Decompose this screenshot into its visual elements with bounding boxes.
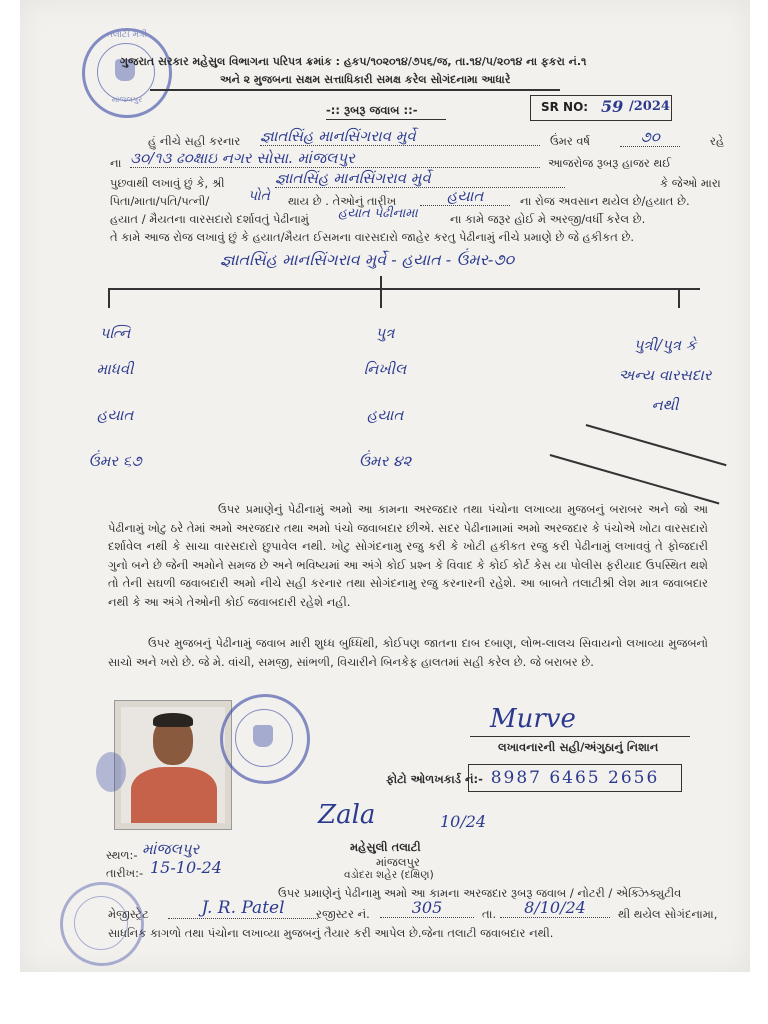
son-relation: પુત્ર	[375, 324, 395, 342]
relation-value: પોતે	[248, 188, 270, 204]
son-status: હયાત	[366, 406, 404, 424]
talati-signature: Zala	[318, 800, 376, 830]
talati-stamp-middle	[220, 694, 310, 784]
tree-root: જ્ઞાતસિંહ માનસિંગરાવ મુર્વે - હયાત - ઉંમર-૭૦	[220, 250, 515, 269]
other-relation: પુત્રી/પુત્ર કે	[633, 336, 697, 354]
sr-number: 59	[601, 97, 624, 116]
age-value: ૭૦	[620, 128, 680, 147]
stamp-sub-text: માંજલપુર	[111, 95, 143, 104]
tree-branch-2	[380, 288, 382, 308]
footer-line-1: ઉપર પ્રમાણેનું પેઢીનામુ અમો આ કામના અરજદાર રૂબરૂ જવાબ / નોટરી / એક્ઝિક્યુટીવ	[278, 886, 682, 900]
declaration-paragraph-2: ઉપર મુજબનું પેઢીનામું જવાબ મારી શુધ્ધ બુધ્ધિથી, કોઈપણ જાતના દાબ દબાણ, લોભ-લાલચ સિવાયનો લખાવ્યા મુજબનો સાચો અને ખરો છે. જે મે. વાંચી, સમજી, સાંભળી, વિચારીને બિનકેફ હાલતમાં સહી કરેલ છે. જે બરાબર છે.	[108, 636, 708, 669]
footer-register-number: 305	[380, 898, 474, 918]
talati-village: માંજલપુર	[376, 855, 420, 869]
other-heirs: અન્ય વારસદાર	[618, 366, 712, 384]
rahe-text: રહે	[710, 134, 725, 148]
line3-end: કે જેઓ મારા	[660, 176, 721, 190]
declaration-paragraph-1: ઉપર પ્રમાણેનું પેઢીનામું અમો આ કામના અરજદાર તથા પંચોના લખાવ્યા મુજબનું બરાબર અને જો આ પેઢીનામું ખોટુ ઠરે તેમાં અમો અરજદાર તથા અમો પંચો જવાબદાર છીએ. સદર પેઢીનામામાં અમો અરજદાર કે પંચોએ ખોટા વારસદારો દર્શાવેલ નથી કે સાચા વારસદારો છુપાવેલ નથી. ખોટુ સોગંદનામુ રજુ કરી કે ખોટી હકીકત રજુ કરી પેઢીનામું લખાવવું તે ફોજદારી ગુનો બને છે જેની અમોને સમજ છે અને ભવિષ્યમાં આ અંગે કોઈ પ્રશ્ન કે વિવાદ કે કોઈ કોર્ટ કેસ યા પોલીસ ફરીયાદ ઉપસ્થિત થશે તો તેની સઘળી જવાબદારી અમો નીચે સહી કરનાર તથા સોગંદનામુ રજુ કરનારની રહેશે. આ બાબતે તલાટીશ્રી લેશ માત્ર જવાબદાર નથી કે આ અંગે તેઓની કોઈ જવાબદારી રહેશે નહી.	[108, 502, 708, 609]
applicant-photo	[114, 700, 232, 830]
talati-stamp-top	[82, 28, 172, 118]
footer-magistrate-label: મેજીસ્ટ્રેટ	[108, 907, 149, 921]
place-label: સ્થળ:-	[106, 848, 138, 862]
photo-hair	[153, 713, 193, 727]
talati-district: વડોદરા શહેર (દક્ષિણ)	[344, 869, 434, 881]
intro-text: હું નીચે સહી કરનાર	[148, 134, 241, 148]
today-text: આજરોજ રૂબરૂ હાજર થઈ	[548, 156, 672, 170]
line4-end: ના રોજ અવસાન થયેલ છે/હયાત છે.	[520, 194, 690, 208]
date-value: 15-10-24	[150, 858, 222, 877]
line3-start: પુછવાથી લખાવું છું કે, શ્રી	[110, 176, 225, 190]
son-name: નિખીલ	[363, 360, 407, 378]
line5-end: ના કામે જરૂર હોઈ મે અરજી/વર્ધી કરેલ છે.	[450, 212, 646, 226]
talati-sign-date: 10/24	[440, 812, 487, 831]
wife-status: હયાત	[96, 406, 134, 424]
photo-shirt	[131, 767, 217, 823]
deceased-name: જ્ઞાતસિંહ માનસિંગરાવ મુર્વે	[275, 169, 565, 188]
declarant-signature: Murve	[490, 704, 576, 734]
wife-name: માધવી	[96, 360, 134, 378]
page-subtitle: -:: રૂબરૂ જવાબ ::-	[326, 103, 418, 117]
tree-col-son	[330, 318, 440, 476]
subtitle-underline	[326, 119, 446, 120]
tree-horizontal-line	[108, 288, 700, 290]
footer-line-3: સાધનિક કાગળો તથા પંચોના લખાવ્યા મુજબનું તૈયાર કરી આપેલ છે.જેના તલાટી જવાબદાર નથી.	[108, 926, 554, 940]
line4-start: પિતા/માતા/પતિ/પત્ની/	[110, 194, 210, 208]
photo-id-label: ફોટો ઓળખકાર્ડ નં:-	[386, 772, 483, 786]
line6: તે કામે આજ રોજ લખાવું છું કે હયાત/મૈયત ઈસમના વારસદારો જાહેર કરતુ પેઢીનામું નીચે પ્રમાણે છે જે હકીકત છે.	[110, 230, 635, 244]
footer-date-value: 8/10/24	[500, 898, 610, 918]
tree-col-wife	[60, 318, 170, 476]
tree-col-other	[590, 330, 740, 420]
strike-line-1	[586, 424, 727, 466]
thumbprint-mark	[96, 752, 126, 792]
signature-label: લખાવનારની સહી/અંગુઠાનું નિશાન	[498, 740, 659, 754]
line4-mid: થાય છે . તેઓનું તારીખ	[288, 194, 397, 208]
age-label: ઉંમર વર્ષ	[550, 134, 591, 148]
purpose-value: હયાત પેઢીનામા	[338, 206, 418, 221]
footer-magistrate-name: J. R. Patel	[168, 898, 318, 919]
date-label: તારીખ:-	[106, 866, 144, 880]
tree-branch-1	[108, 288, 110, 308]
tree-root-stem	[380, 276, 382, 288]
header-divider	[150, 89, 560, 91]
stamp-ring-text: તલાટી મંત્રી	[106, 30, 148, 40]
footer-line-2-end: થી થયેલ સોગંદનામા,	[618, 907, 718, 921]
wife-relation: પત્નિ	[99, 324, 131, 342]
sr-number-box	[530, 95, 672, 121]
talati-stamp-bottom	[60, 882, 144, 966]
sr-year: /2024	[629, 99, 670, 114]
na-text: ના	[110, 156, 122, 170]
photo-id-number: 8987 6465 2656	[468, 764, 682, 792]
son-age: ઉંમર ૪૨	[358, 452, 412, 470]
header-line-2: અને ૨ મુજબના સક્ષમ સત્તાધિકારી સમક્ષ કરેલ સોગંદનામા આધારે	[220, 73, 511, 86]
place-value: માંજલપુર	[142, 840, 200, 858]
strike-line-2	[550, 454, 720, 504]
document-page	[20, 0, 750, 972]
status-value: હયાત	[420, 187, 510, 206]
other-none: નથી	[651, 396, 679, 414]
header-line-1: ગુજરાત સરકાર મહેસુલ વિભાગના પરિપત્ર ક્રમાંક : હકપ/૧૦૨૦૧૪/૭૫૬/જ, તા.૧૪/૫/૨૦૧૪ ના ફકરા નં.૧	[120, 55, 587, 68]
line5-start: હયાત / મૈયતના વારસદારો દર્શાવતું પેઢીનામું	[110, 212, 309, 226]
declarant-name: જ્ઞાતસિંહ માનસિંગરાવ મુર્વે	[260, 127, 540, 146]
talati-designation: મહેસુલી તલાટી	[350, 840, 421, 854]
stamp-emblem-icon	[253, 725, 273, 747]
tree-branch-3	[678, 288, 680, 308]
signature-line	[470, 736, 690, 737]
footer-register-label: રજીસ્ટર નં.	[316, 907, 370, 921]
address-value: ૩૦/૧૩ ઢ૦ક્ષાઇ નગર સોસા. માંજલપુર	[130, 149, 540, 168]
sr-label: SR NO:	[541, 100, 589, 114]
footer-date-label: તા.	[482, 907, 497, 921]
wife-age: ઉંમર ૬૭	[88, 452, 142, 470]
